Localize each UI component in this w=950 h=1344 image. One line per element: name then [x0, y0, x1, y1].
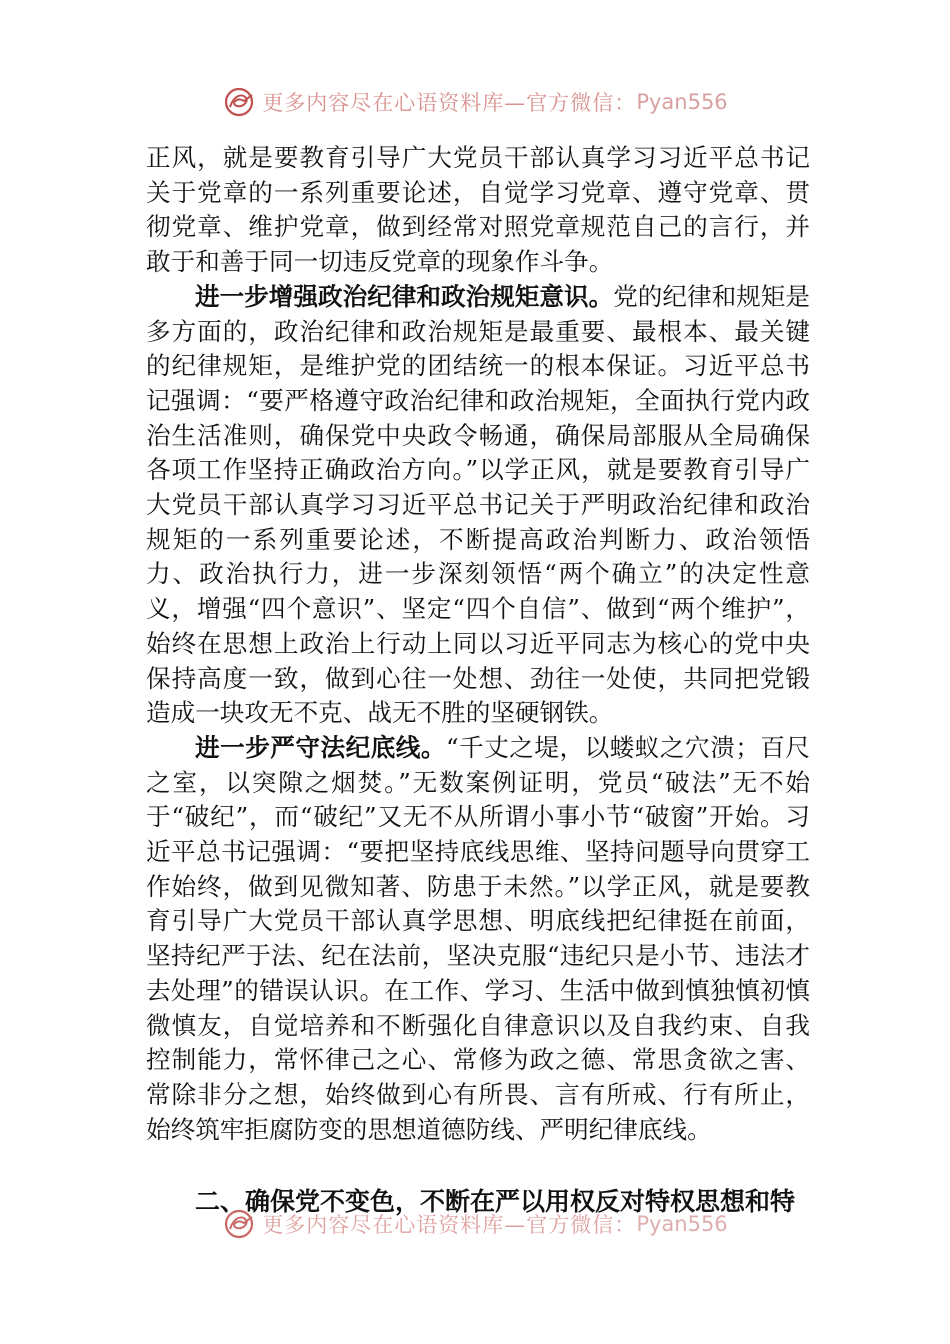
paragraph-heading: 进一步增强政治纪律和政治规矩意识。: [195, 281, 614, 311]
paragraph-heading: 进一步严守法纪底线。: [195, 732, 447, 762]
watermark-code: Pyan556: [636, 90, 728, 114]
signature-swirl-logo-icon: [222, 85, 256, 119]
document-body: [146, 141, 810, 1147]
watermark-footer: [0, 1202, 950, 1246]
paragraph-text: “千丈之堤，以蝼蚁之穴溃；百尺之室，以突隙之烟焚。”无数案例证明，党员“破法”无不始于“破纪”，而“破纪”又无不从所谓小事小节“破窗”开始。习近平总书记强调：“要把坚持底线思维、坚持问题导向贯穿工作始终，做到见微知著、防患于未然。”以学正风，就是要教育引导广大党员干部认真学思想、明底线把纪律挺在前面，坚持纪严于法、纪在法前，坚决克服“违纪只是小节、违法才去处理”的错误认识。在工作、学习、生活中做到慎独慎初慎微慎友，自觉培养和不断强化自律意识以及自我约束、自我控制能力，常怀律己之心、常修为政之德、常思贪欲之害、常除非分之想，始终做到心有所畏、言有所戒、行有所止，始终筑牢拒腐防变的思想道德防线、严明纪律底线。: [146, 732, 810, 1144]
watermark-text: 更多内容尽在心语资料库—官方微信：: [262, 91, 637, 115]
paragraph-political-discipline: [146, 280, 810, 731]
signature-swirl-logo-icon: [222, 1207, 256, 1241]
paragraph-legal-bottom-line: [146, 731, 810, 1147]
section-heading: 二、确保党不变色，不断在严以用权反对特权思想和特: [195, 1187, 796, 1216]
watermark-text: 更多内容尽在心语资料库—官方微信：: [262, 1213, 637, 1237]
watermark-header: [0, 80, 950, 124]
paragraph-text: 党的纪律和规矩是多方面的，政治纪律和政治规矩是最重要、最根本、最关键的纪律规矩，是维护党的团结统一的根本保证。习近平总书记强调：“要严格遵守政治纪律和政治规矩，全面执行党内政治生活准则，确保党中央政令畅通，确保局部服从全局确保各项工作坚持正确政治方向。”以学正风，就是要教育引导广大党员干部认真学习习近平总书记关于严明政治纪律和政治规矩的一系列重要论述，不断提高政治判断力、政治领悟力、政治执行力，进一步深刻领悟“两个确立”的决定性意义，增强“四个意识”、坚定“四个自信”、做到“两个维护”，始终在思想上政治上行动上同以习近平同志为核心的党中央保持高度一致，做到心往一处想、劲往一处使，共同把党锻造成一块攻无不克、战无不胜的坚硬钢铁。: [146, 281, 810, 728]
watermark-code: Pyan556: [636, 1212, 728, 1236]
intro-continuation-paragraph: 正风，就是要教育引导广大党员干部认真学习习近平总书记关于党章的一系列重要论述，自觉学习党章、遵守党章、贯彻党章、维护党章，做到经常对照党章规范自己的言行，并敢于和善于同一切违反党章的现象作斗争。: [146, 143, 810, 277]
